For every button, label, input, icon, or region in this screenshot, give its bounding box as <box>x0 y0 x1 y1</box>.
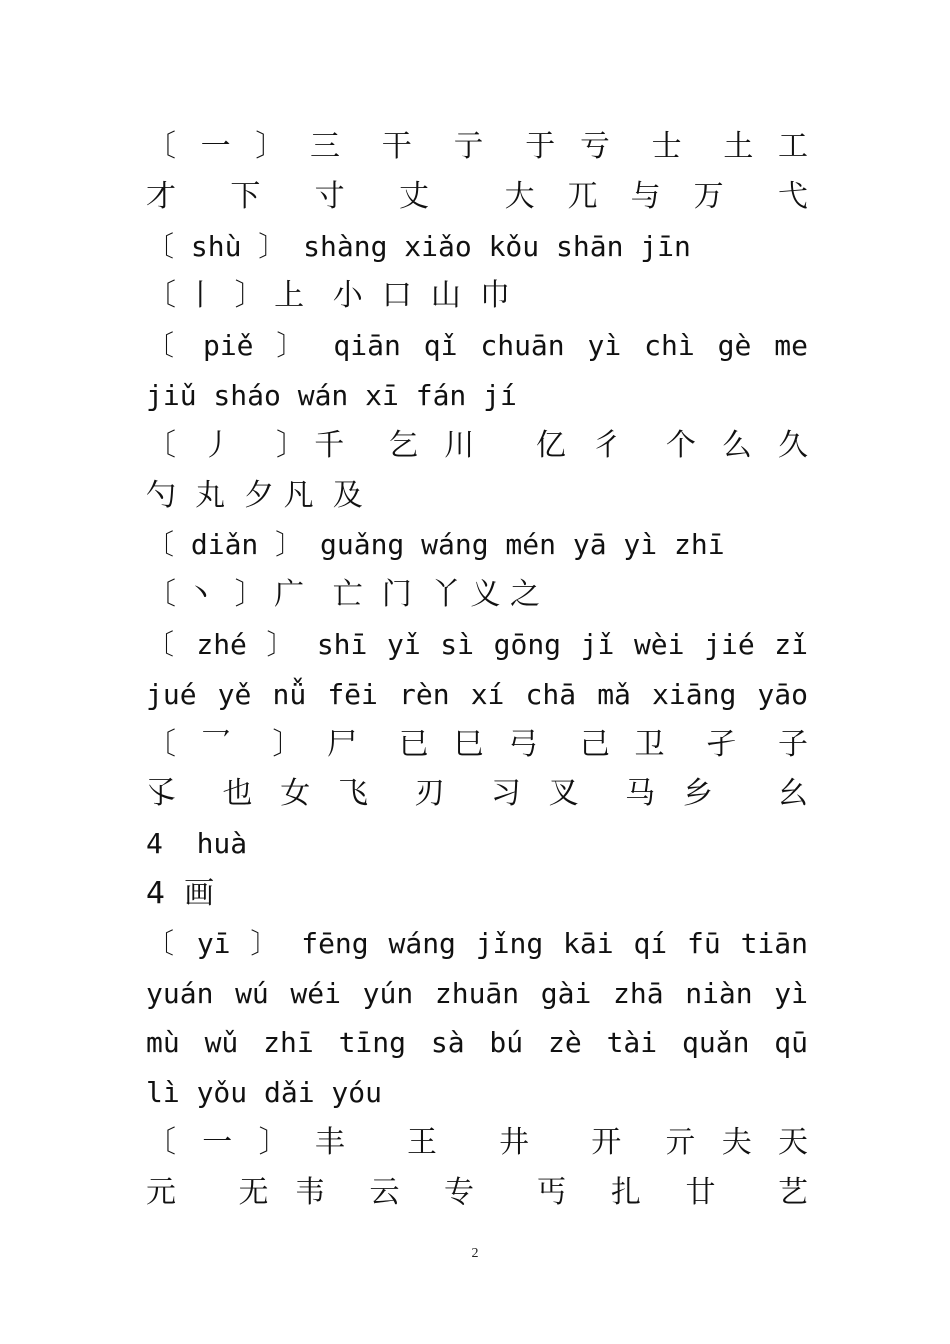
text-line: 〔 丿 〕千 乞 川 亿 彳 个 么 久 <box>146 427 808 463</box>
pinyin-line: 〔 diǎn 〕 guǎng wáng mén yā yì zhī <box>146 528 725 562</box>
page-number: 2 <box>471 1246 479 1261</box>
text-line: 〔 一 〕 丰 王 井 开 亓 夫 天 <box>146 1124 808 1160</box>
text-line: 〔 乛 〕 尸 已 巳 弓 己 卫 孑 子 <box>146 726 808 762</box>
text-line: 才 下 寸 丈 大 兀 与 万 弋 <box>146 178 808 214</box>
pinyin-line: 〔 piě 〕 qiān qǐ chuān yì chì gè me <box>146 329 808 363</box>
stroke-count-heading: 4 画 <box>146 875 215 911</box>
pinyin-line: mù wǔ zhī tīng sà bú zè tài quǎn qū <box>146 1026 808 1060</box>
text-line: 孓 也 女 飞 刃 习 叉 马 乡 幺 <box>146 776 808 812</box>
pinyin-line: jiǔ sháo wán xī fán jí <box>146 378 517 412</box>
text-line: 〔 一 〕 三 干 亍 于 亏 士 土 工 <box>146 129 808 164</box>
text-line: 〔 丶 〕 广 亡 门 丫 义 之 <box>146 577 540 613</box>
pinyin-line: 〔 yī 〕 fēng wáng jǐng kāi qí fū tiān <box>146 926 808 960</box>
text-line: 勺 丸 夕 凡 及 <box>146 477 363 513</box>
pinyin-line: 〔 zhé 〕 shī yǐ sì gōng jǐ wèi jié zǐ <box>146 627 808 661</box>
pinyin-line: jué yě nǚ fēi rèn xí chā mǎ xiāng yāo <box>146 677 808 711</box>
pinyin-line: lì yǒu dǎi yóu <box>146 1076 383 1110</box>
text-line: 元 无 韦 云 专 丐 扎 廿 艺 <box>146 1174 808 1210</box>
page-body <box>146 122 808 1218</box>
text-line: 〔 丨 〕 上 小 口 山 巾 <box>146 278 510 314</box>
pinyin-line: 〔 shù 〕 shàng xiǎo kǒu shān jīn <box>146 229 691 263</box>
pinyin-line: yuán wú wéi yún zhuān gài zhā niàn yì <box>146 976 808 1010</box>
stroke-count-pinyin: 4 huà <box>146 827 248 861</box>
